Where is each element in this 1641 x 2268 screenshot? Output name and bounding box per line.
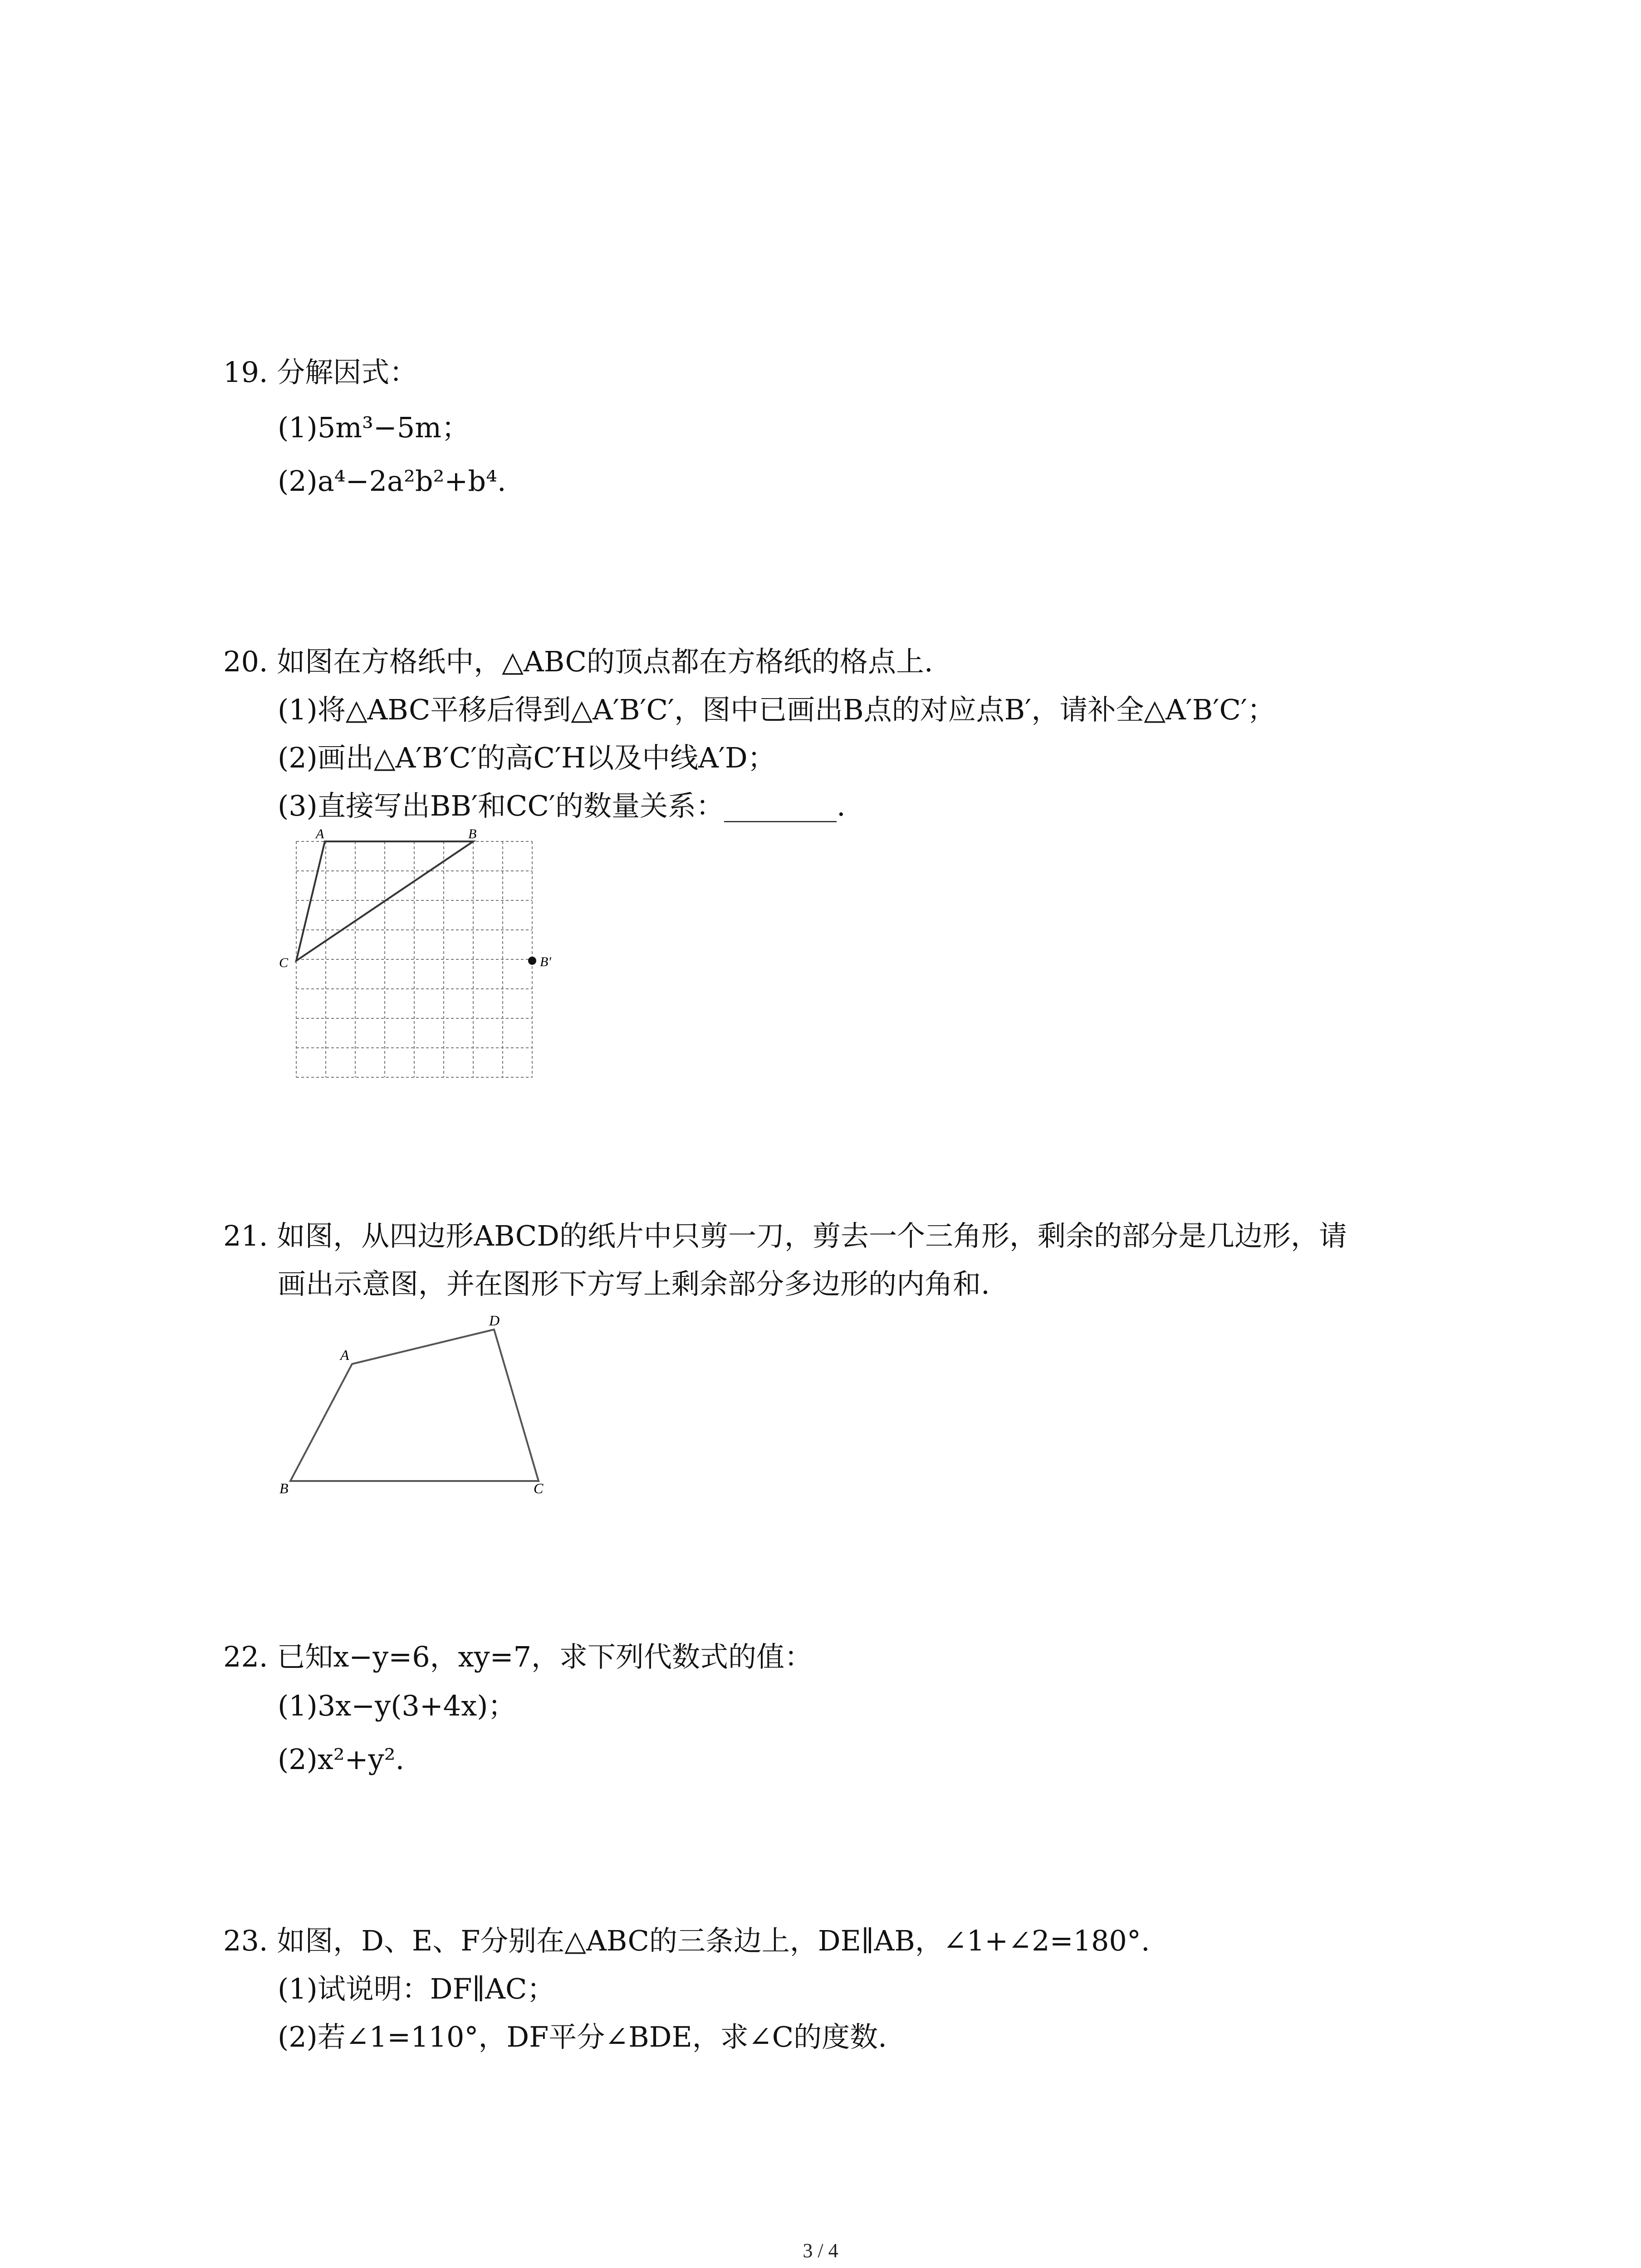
q22-part-2: (2)x²+y².: [278, 1743, 405, 1776]
q22-title: 22. 已知x−y=6，xy=7，求下列代数式的值：: [223, 1640, 813, 1673]
q19-part-1: (1)5m³−5m；: [278, 411, 470, 444]
label-b-prime: B′: [540, 954, 551, 969]
q21-line-1: 21. 如图，从四边形ABCD的纸片中只剪一刀，剪去一个三角形，剩余的部分是几边形，请: [223, 1219, 1347, 1252]
q20-part-2: (2)画出△A′B′C′的高C′H以及中线A′D；: [278, 741, 776, 774]
label-b: B: [468, 826, 477, 841]
label-a: A: [316, 826, 324, 841]
page-number: 3 / 4: [803, 2239, 838, 2262]
label-a: A: [340, 1347, 349, 1363]
q20-grid-figure: [272, 826, 563, 1089]
label-b: B: [279, 1480, 289, 1496]
q19-title: 19. 分解因式：: [223, 356, 418, 389]
q21-quadrilateral-figure: [272, 1306, 563, 1497]
point-b-prime: [528, 957, 536, 965]
q20-part-3: (3)直接写出BB′和CC′的数量关系：________.: [278, 789, 846, 822]
q23-title: 23. 如图，D、E、F分别在△ABC的三条边上，DE∥AB，∠1+∠2=180°.: [223, 1924, 1150, 1957]
q22-part-1: (1)3x−y(3+4x)；: [278, 1689, 516, 1722]
q23-part-1: (1)试说明：DF∥AC；: [278, 1972, 555, 2005]
grid-lines: [296, 841, 532, 1077]
label-d: D: [489, 1312, 500, 1329]
label-c: C: [279, 955, 289, 970]
q20-title: 20. 如图在方格纸中，△ABC的顶点都在方格纸的格点上.: [223, 645, 933, 678]
q19-part-2: (2)a⁴−2a²b²+b⁴.: [278, 464, 506, 498]
label-c: C: [534, 1480, 544, 1496]
quadrilateral-abcd: [290, 1330, 539, 1481]
q23-part-2: (2)若∠1=110°，DF平分∠BDE，求∠C的度数.: [278, 2020, 887, 2053]
q20-part-1: (1)将△ABC平移后得到△A′B′C′，图中已画出B点的对应点B′，请补全△A′B′C′；: [278, 693, 1276, 726]
q21-line-2: 画出示意图，并在图形下方写上剩余部分多边形的内角和.: [278, 1267, 990, 1300]
